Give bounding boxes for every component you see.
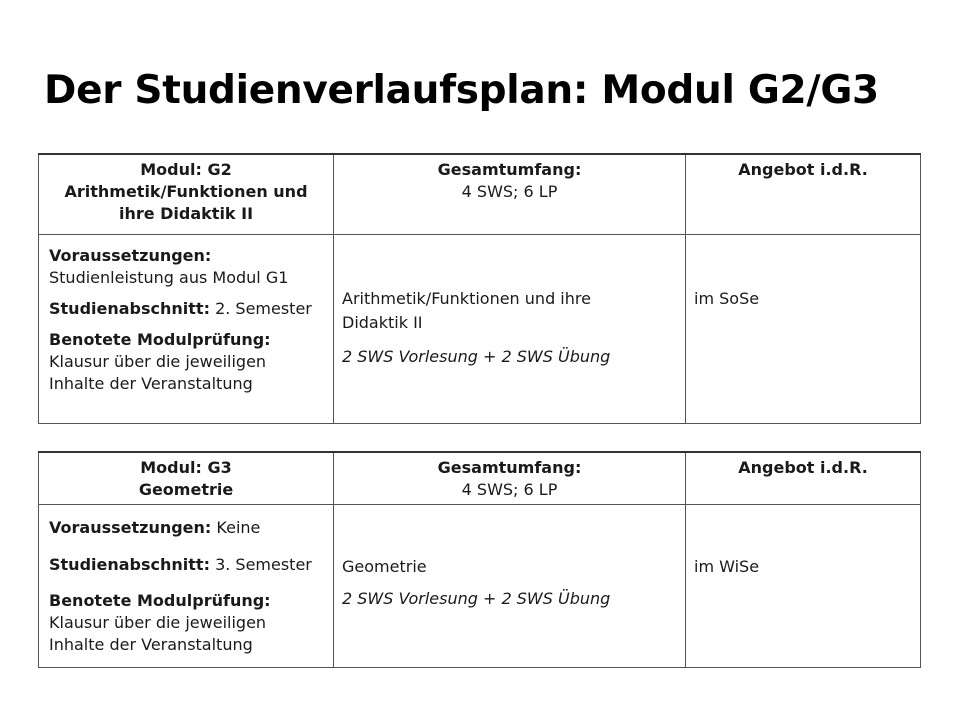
voraussetzungen-label: Voraussetzungen:: [49, 245, 212, 265]
studienabschnitt-label: Studienabschnitt:: [49, 298, 210, 318]
voraussetzungen-label: Voraussetzungen:: [49, 517, 212, 537]
module-name-line1: Arithmetik/Funktionen und: [64, 182, 308, 201]
studienabschnitt: [49, 298, 325, 320]
pruefung-line2: Inhalte der Veranstaltung: [49, 634, 253, 654]
gesamtumfang-value: 4 SWS; 6 LP: [461, 182, 558, 201]
voraussetzungen: [49, 517, 325, 539]
angebot-value: im WiSe: [694, 556, 760, 576]
module-g2-veranstaltung-cell: [334, 234, 686, 423]
module-g2-header-row: [39, 154, 921, 234]
sws-info: 2 SWS Vorlesung + 2 SWS Übung: [342, 346, 611, 366]
veranstaltung-line2: Didaktik II: [342, 312, 423, 332]
page-title: Der Studienverlaufsplan: Modul G2/G3: [44, 68, 879, 113]
module-g3-table: [38, 451, 921, 668]
module-g2-name-cell: [39, 154, 334, 234]
gesamtumfang-label: Gesamtumfang:: [437, 458, 582, 477]
angebot-label: Angebot i.d.R.: [738, 458, 868, 477]
gesamtumfang-label: Gesamtumfang:: [437, 160, 582, 179]
veranstaltung-line1: Arithmetik/Funktionen und ihre: [342, 288, 591, 308]
pruefung-label: Benotete Modulprüfung:: [49, 329, 271, 349]
module-g2-angebot-header: [686, 154, 921, 234]
module-g2-body-row: [39, 234, 921, 423]
studienabschnitt: [49, 554, 325, 576]
module-name-line1: Geometrie: [138, 480, 234, 499]
module-code: Modul: G3: [140, 458, 232, 477]
pruefung-line2: Inhalte der Veranstaltung: [49, 373, 253, 393]
pruefung-label: Benotete Modulprüfung:: [49, 590, 271, 610]
voraussetzungen-value: Keine: [216, 517, 261, 537]
module-g3-umfang-cell: [334, 452, 686, 504]
module-g3-details-cell: [39, 504, 334, 667]
gesamtumfang-value: 4 SWS; 6 LP: [461, 480, 558, 499]
veranstaltung-line1: Geometrie: [342, 556, 427, 576]
module-g2-angebot-cell: [686, 234, 921, 423]
angebot-value: im SoSe: [694, 288, 760, 308]
module-g2-details-cell: [39, 234, 334, 423]
studienabschnitt-label: Studienabschnitt:: [49, 554, 210, 574]
sws-info: 2 SWS Vorlesung + 2 SWS Übung: [342, 588, 611, 608]
module-g3-name-cell: [39, 452, 334, 504]
pruefung-line1: Klausur über die jeweiligen: [49, 612, 267, 632]
angebot-label: Angebot i.d.R.: [738, 160, 868, 179]
module-g3-body-row: [39, 504, 921, 667]
module-g3-angebot-cell: [686, 504, 921, 667]
module-name-line2: ihre Didaktik II: [118, 204, 254, 223]
module-g3-header-row: [39, 452, 921, 504]
voraussetzungen-value: Studienleistung aus Modul G1: [49, 267, 289, 287]
module-code: Modul: G2: [140, 160, 232, 179]
pruefung-line1: Klausur über die jeweiligen: [49, 351, 267, 371]
studienabschnitt-value: 3. Semester: [215, 554, 312, 574]
module-g3-angebot-header: [686, 452, 921, 504]
module-g3-veranstaltung-cell: [334, 504, 686, 667]
module-g2-umfang-cell: [334, 154, 686, 234]
studienabschnitt-value: 2. Semester: [215, 298, 312, 318]
module-g2-table: [38, 153, 921, 424]
